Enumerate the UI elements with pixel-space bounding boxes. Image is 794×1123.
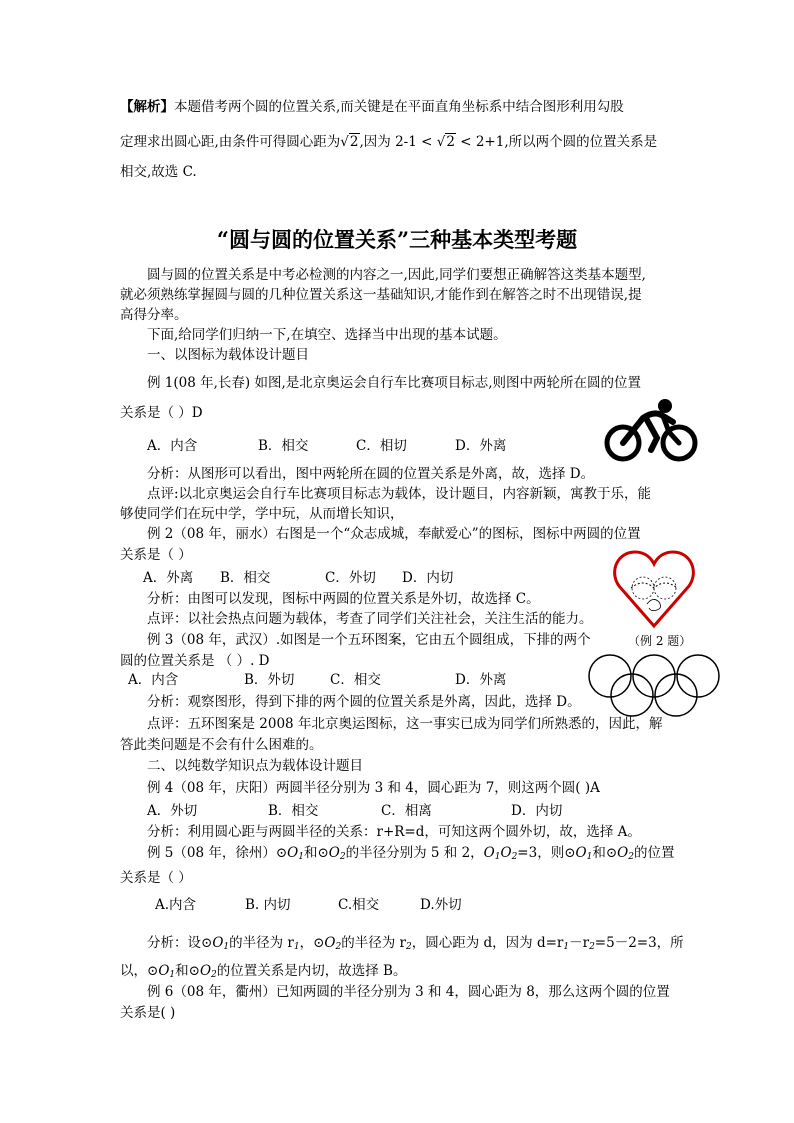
page-title: “圆与圆的位置关系”三种基本类型考题 bbox=[216, 227, 578, 252]
ex2-line-1: 例 2（08 年，丽水）右图是一个“众志成城，奉献爱心”的图标，图标中两圆的位置 bbox=[147, 526, 641, 542]
intro-line-2: 就必须熟练掌握圆与圆的几种位置关系这一基础知识,才能作到在解答之时不出现错误,提 bbox=[120, 287, 642, 303]
ex3-option-b: B．外切 bbox=[244, 672, 295, 688]
intro-line-1: 圆与圆的位置关系是中考必检测的内容之一,因此,同学们要想正确解答这类基本题型, bbox=[147, 267, 646, 283]
intro-line-4: 下面,给同学们归纳一下,在填空、选择当中出现的基本试题。 bbox=[147, 327, 507, 343]
ex5-option-a: A.内含 bbox=[155, 897, 197, 913]
ex5-analysis-1: 分析：设$⊙O_1$的半径为 $r_1$，$⊙O_2$的半径为 $r_2$，圆心距为 d，因为 $d=r_1-r_2=5-2=3$，所 bbox=[147, 935, 684, 952]
analysis-label: 【解析】 bbox=[120, 99, 174, 115]
ex2-line-2: 关系是（ ） bbox=[120, 547, 192, 563]
ex3-option-d: D．外离 bbox=[455, 672, 507, 688]
ex4-option-b: B．相交 bbox=[268, 803, 319, 819]
ex5-option-c: C.相交 bbox=[338, 897, 380, 913]
sqrt-2: √2 bbox=[340, 134, 359, 150]
ex2-caption: （例 2 题） bbox=[628, 634, 692, 648]
ex1-option-c: C．相切 bbox=[356, 438, 407, 454]
ex5-line-2: 关系是（ ） bbox=[120, 870, 192, 886]
ex5-option-d: D.外切 bbox=[420, 897, 462, 913]
ex6-line-2: 关系是( ) bbox=[120, 1005, 176, 1021]
ex1-option-a: A．内含 bbox=[147, 438, 198, 454]
ex5-line-1: 例 5（08 年，徐州）$⊙O_1$和$⊙O_2$的半径分别为 5 和 2，$O_1O_2=3$，则$⊙O_1$和$⊙O_2$的位置 bbox=[147, 845, 675, 862]
heart-logo bbox=[613, 548, 695, 630]
ex2-option-b: B．相交 bbox=[220, 570, 271, 586]
ex1-line-2: 关系是（ ）D bbox=[120, 405, 203, 421]
ex2-option-d: D．内切 bbox=[402, 570, 454, 586]
ex2-option-a: A．外离 bbox=[143, 570, 194, 586]
intro-line-3: 高得分率。 bbox=[120, 307, 188, 323]
ex2-comment: 点评：以社会热点问题为载体，考查了同学们关注社会，关注生活的能力。 bbox=[147, 611, 593, 627]
ex4-option-c: C．相离 bbox=[381, 803, 432, 819]
ex1-analysis: 分析：从图形可以看出，图中两轮所在圆的位置关系是外离，故，选择 D。 bbox=[147, 466, 595, 482]
ex2-analysis: 分析：由图可以发现，图标中两圆的位置关系是外切，故选择 C。 bbox=[147, 591, 540, 607]
sqrt-2b: √2 bbox=[436, 134, 455, 150]
ex5-option-b: B. 内切 bbox=[245, 897, 291, 913]
ex1-comment-1: 点评:以北京奥运会自行车比赛项目标志为载体，设计题目，内容新颖，寓教于乐，能 bbox=[147, 486, 652, 502]
ex4-option-a: A．外切 bbox=[147, 803, 198, 819]
cyclist-icon bbox=[603, 398, 699, 466]
ex3-line-1: 例 3（08 年，武汉）.如图是一个五环图案，它由五个圆组成，下排的两个 bbox=[147, 632, 591, 648]
ex5-analysis-2: 以，$⊙O_1$和$⊙O_2$的位置关系是内切，故选择 B。 bbox=[120, 963, 407, 980]
ex3-analysis: 分析：观察图形，得到下排的两个圆的位置关系是外离，因此，选择 D。 bbox=[147, 694, 581, 710]
analysis-line-2: 定理求出圆心距,由条件可得圆心距为√2,因为 2-1 < √2 < 2+1,所以两个圆的位置关系是 bbox=[120, 134, 658, 150]
ex1-line-1: 例 1(08 年,长春) 如图,是北京奥运会自行车比赛项目标志,则图中两轮所在圆的位置 bbox=[147, 375, 642, 391]
ex1-option-d: D．外离 bbox=[455, 438, 507, 454]
ex3-line-2: 圆的位置关系是 （ ）. D bbox=[120, 653, 270, 669]
olympic-rings bbox=[586, 652, 722, 720]
section-2-heading: 二、以纯数学知识点为载体设计题目 bbox=[147, 758, 363, 774]
section-1-heading: 一、以图标为载体设计题目 bbox=[147, 347, 309, 363]
ex3-comment-2: 答此类问题是不会有什么困难的。 bbox=[120, 737, 323, 753]
ex3-comment-1: 点评：五环图案是 2008 年北京奥运图标，这一事实已成为同学们所熟悉的，因此，解 bbox=[147, 716, 663, 732]
ex4-analysis: 分析：利用圆心距与两圆半径的关系：r+R=d，可知这两个圆外切，故，选择 A。 bbox=[147, 824, 641, 840]
ex6-line-1: 例 6（08 年，衢州）已知两圆的半径分别为 3 和 4，圆心距为 8，那么这两个圆的位置 bbox=[147, 984, 670, 1000]
ex4-line-1: 例 4（08 年，庆阳）两圆半径分别为 3 和 4，圆心距为 7，则这两个圆( )A bbox=[147, 780, 600, 796]
ex2-option-c: C．外切 bbox=[325, 570, 376, 586]
ex1-option-b: B．相交 bbox=[258, 438, 309, 454]
analysis-line-1: 【解析】本题借考两个圆的位置关系,而关键是在平面直角坐标系中结合图形利用勾股 bbox=[120, 99, 624, 115]
ex3-option-c: C．相交 bbox=[330, 672, 381, 688]
analysis-line-3: 相交,故选 C. bbox=[120, 164, 197, 180]
ex3-option-a: A．内含 bbox=[128, 672, 179, 688]
ex1-comment-2: 够使同学们在玩中学，学中玩，从而增长知识， bbox=[120, 506, 404, 522]
ex4-option-d: D．内切 bbox=[511, 803, 563, 819]
